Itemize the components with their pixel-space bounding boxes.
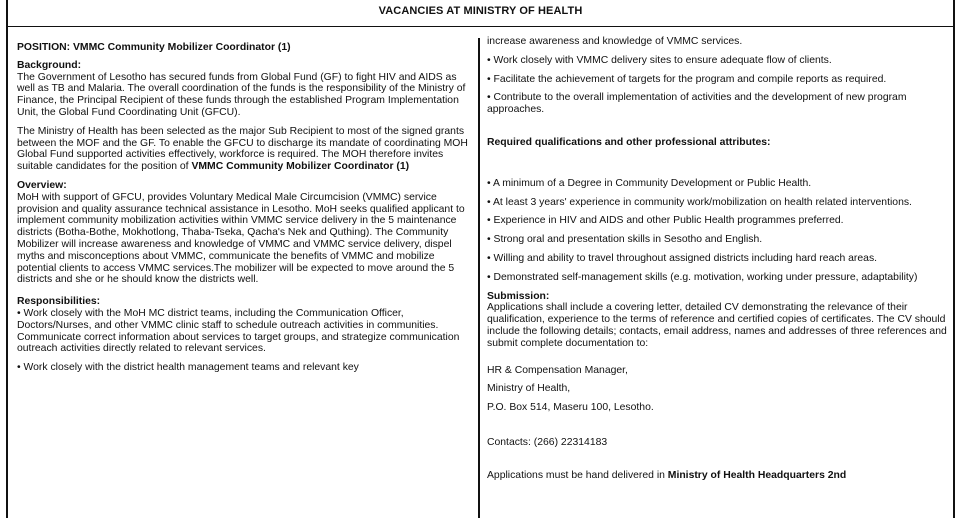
qualification-item: • At least 3 years' experience in community work/mobilization on health related interventions. (487, 196, 912, 208)
spacer (487, 123, 949, 137)
qualifications-heading: Required qualifications and other professional attributes: (487, 136, 771, 148)
contacts-line: Contacts: (266) 22314183 (487, 436, 608, 448)
responsibility-item: • Work closely with VMMC delivery sites to ensure adequate flow of clients. (487, 54, 832, 66)
delivery-line (487, 470, 949, 482)
address-line: P.O. Box 514, Maseru 100, Lesotho. (487, 402, 654, 414)
delivery-text: Applications must be hand delivered in (487, 469, 668, 481)
submission-paragraph: Applications shall include a covering letter, detailed CV demonstrating the relevance of their qualification, experience to the terms of reference and certified copies of certificates. The CV should include the following details; contacts, email address, names and addresses of three references and submit complete documentation to: (487, 302, 947, 349)
qualification-item: • Experience in HIV and AIDS and other Public Health programmes preferred. (487, 215, 844, 227)
column-divider (478, 38, 480, 518)
position-title: POSITION: VMMC Community Mobilizer Coordinator (1) (17, 42, 291, 53)
delivery-location: Ministry of Health Headquarters 2nd (667, 469, 847, 481)
background-position-name: VMMC Community Mobilizer Coordinator (1) (191, 161, 410, 173)
background-heading: Background: (17, 59, 82, 71)
title-divider (8, 26, 953, 27)
qualification-item: • Willing and ability to travel throughout assigned districts including hard reach areas. (487, 252, 878, 264)
background-paragraph-2 (17, 126, 472, 173)
qualification-item: • Demonstrated self-management skills (e.g. motivation, working under pressure, adaptability) (487, 271, 918, 283)
spacer (487, 156, 949, 178)
responsibility-item: • Contribute to the overall implementation of activities and the development of new program approaches. (487, 92, 907, 116)
qualification-item: • Strong oral and presentation skills in Sesotho and English. (487, 234, 763, 246)
spacer (487, 421, 949, 437)
background-paragraph-1: The Government of Lesotho has secured funds from Global Fund (GF) to fight HIV and AIDS as well as TB and Malaria. The overall coordination of the funds is the responsibility of the Ministry of Finance, the Principal Recipient of these funds through the established Program Implementation Unit, the Global Fund Coordinating Unit (GFCU). (17, 71, 466, 118)
responsibility-item: • Facilitate the achievement of targets for the program and compile reports as required. (487, 73, 887, 85)
submission-heading: Submission: (487, 290, 550, 302)
responsibility-item: • Work closely with the MoH MC district teams, including the Communication Officer, Doctors/Nurses, and other VMMC clinic staff to schedule outreach activities in communities. Communicate correct information about services to target groups, and strategize communication outreach activities directly related to relevant services. (17, 307, 460, 355)
qualification-item: • A minimum of a Degree in Community Development or Public Health. (487, 177, 812, 189)
background-paragraph-2-text: The Ministry of Health has been selected as the major Sub Recipient to most of the signed grants between the MOF and the GF. To enable the GFCU to discharge its mandate of coordinating MOH Global Fund supported activities effectively, workforce is required. The MOH therefore invites suitable candidates for the position of (17, 125, 468, 173)
address-line: Ministry of Health, (487, 383, 571, 395)
page-title: VACANCIES AT MINISTRY OF HEALTH (378, 5, 583, 17)
address-line: HR & Compensation Manager, (487, 364, 628, 376)
spacer (487, 456, 949, 470)
overview-heading: Overview: (17, 179, 67, 191)
left-column (17, 42, 472, 381)
overview-paragraph: MoH with support of GFCU, provides Voluntary Medical Male Circumcision (VMMC) service provision and quality assurance technical assistance in Lesotho. MoH seeks qualified applicant to implement community mobilization activities within VMMC service delivery in the 5 maintenance districts (Botha-Bothe, Mokhotlong, Thaba-Tseka, Qacha's Nek and Quthing). The Community Mobilizer will increase awareness and knowledge of VMMC and VMMC service delivery, dispel myths and misconceptions about VMMC, communicate the benefits of VMMC and mobilize potential clients to access VMMC services.The mobilizer will be expected to move around the 5 districts and she or he should know the districts well. (17, 191, 465, 286)
spacer (487, 357, 949, 365)
responsibility-item: • Work closely with the district health management teams and relevant key (17, 362, 359, 374)
right-column (487, 36, 949, 489)
responsibilities-heading: Responsibilities: (17, 296, 101, 308)
ad-frame (6, 0, 955, 518)
responsibility-continued: increase awareness and knowledge of VMMC services. (487, 36, 743, 47)
